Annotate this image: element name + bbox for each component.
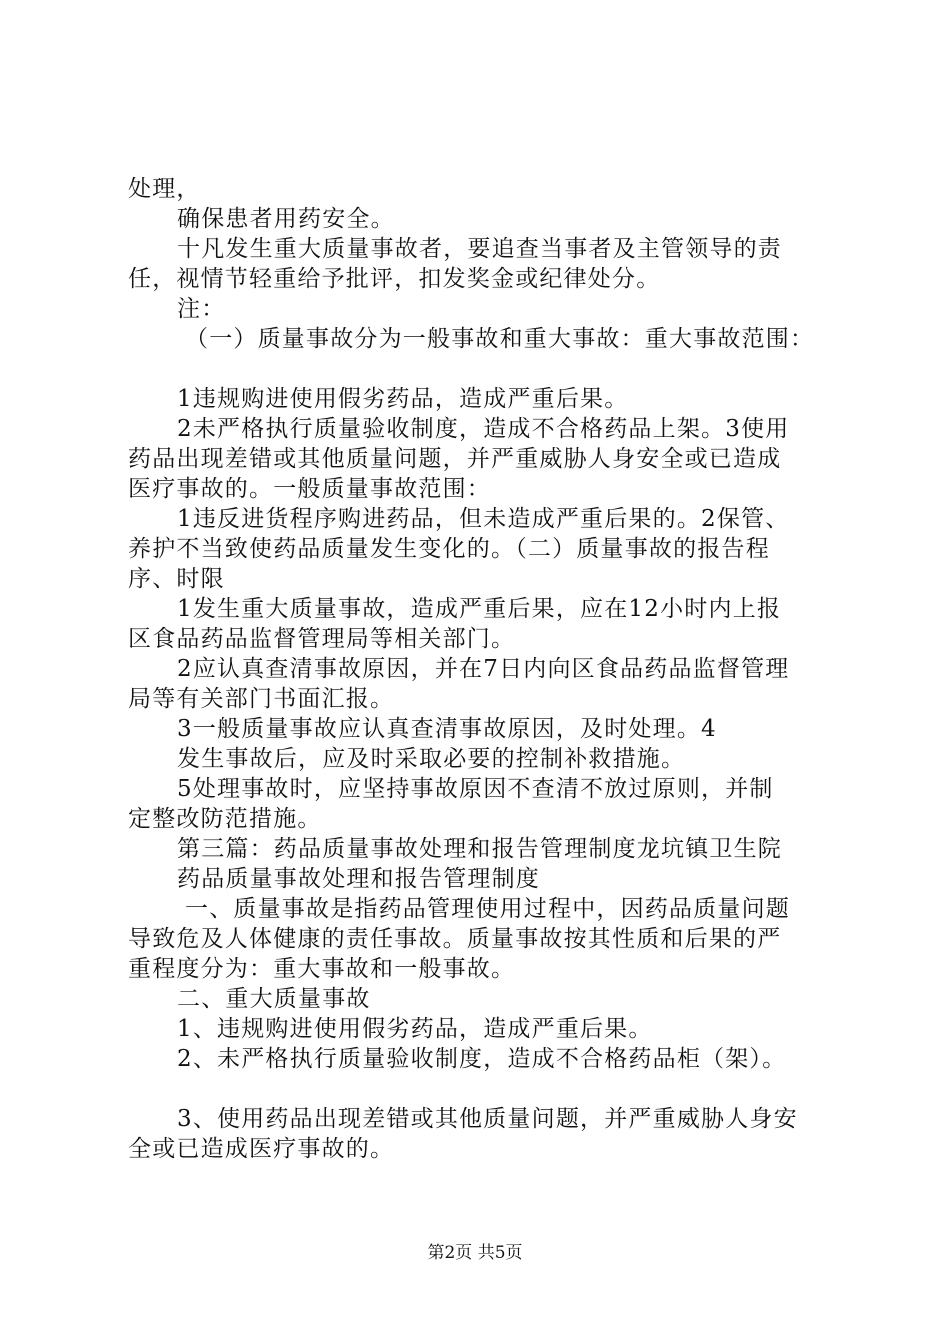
text-line: 1、违规购进使用假劣药品，造成严重后果。 [177, 1016, 653, 1042]
page-number: 第2页 共5页 [427, 1243, 523, 1263]
blank-line [128, 354, 838, 384]
text-line: 确保患者用药安全。 [177, 206, 395, 232]
text-line: 局等有关部门书面汇报。 [128, 686, 395, 712]
text-line: 3、使用药品出现差错或其他质量问题，并严重威胁人身安 [177, 1106, 798, 1132]
text-line: 十凡发生重大质量事故者，要追查当事者及主管领导的责 [177, 236, 782, 262]
text-line: 任，视情节轻重给予批评，扣发奖金或纪律处分。 [128, 266, 661, 292]
text-line: 发生事故后，应及时采取必要的控制补救措施。 [177, 746, 686, 772]
text-line: 3一般质量事故应认真查清事故原因，及时处理。4 [177, 716, 717, 742]
text-line: 重程度分为：重大事故和一般事故。 [128, 956, 516, 982]
text-line: 1违规购进使用假劣药品，造成严重后果。 [177, 386, 629, 412]
text-line: 区食品药品监督管理局等相关部门。 [128, 626, 516, 652]
text-line: 导致危及人体健康的责任事故。质量事故按其性质和后果的严 [128, 926, 782, 952]
text-line: 全或已造成医疗事故的。 [128, 1136, 395, 1162]
body-text [128, 174, 838, 1164]
text-line: 2应认真查清事故原因，并在7日内向区食品药品监督管理 [177, 656, 790, 682]
text-line: 一、质量事故是指药品管理使用过程中，因药品质量问题 [185, 896, 790, 922]
text-line: 5处理事故时，应坚持事故原因不查清不放过原则，并制 [177, 776, 774, 802]
text-line: 注： [177, 296, 226, 322]
text-line: 定整改防范措施。 [128, 806, 322, 832]
text-line: 1违反进货程序购进药品，但未造成严重后果的。2保管、 [177, 506, 790, 532]
text-line: 处理， [128, 176, 201, 202]
text-line: 药品出现差错或其他质量问题，并严重威胁人身安全或已造成 [128, 446, 782, 472]
text-line: 2、未严格执行质量验收制度，造成不合格药品柜（架）。 [177, 1046, 787, 1072]
text-line: 1发生重大质量事故，造成严重后果，应在12小时内上报 [177, 596, 782, 622]
blank-line [128, 1074, 838, 1104]
section-title: 药品质量事故处理和报告管理制度 [177, 866, 540, 892]
text-line: （一）质量事故分为一般事故和重大事故：重大事故范围： [185, 326, 815, 352]
text-line: 医疗事故的。一般质量事故范围： [128, 476, 491, 502]
text-line: 二、重大质量事故 [177, 986, 371, 1012]
text-line: 2未严格执行质量验收制度，造成不合格药品上架。3使用 [177, 416, 790, 442]
text-line: 养护不当致使药品质量发生变化的。（二）质量事故的报告程 [128, 536, 770, 562]
section-heading: 第三篇：药品质量事故处理和报告管理制度龙坑镇卫生院 [177, 836, 782, 862]
text-line: 序、时限 [128, 566, 225, 592]
